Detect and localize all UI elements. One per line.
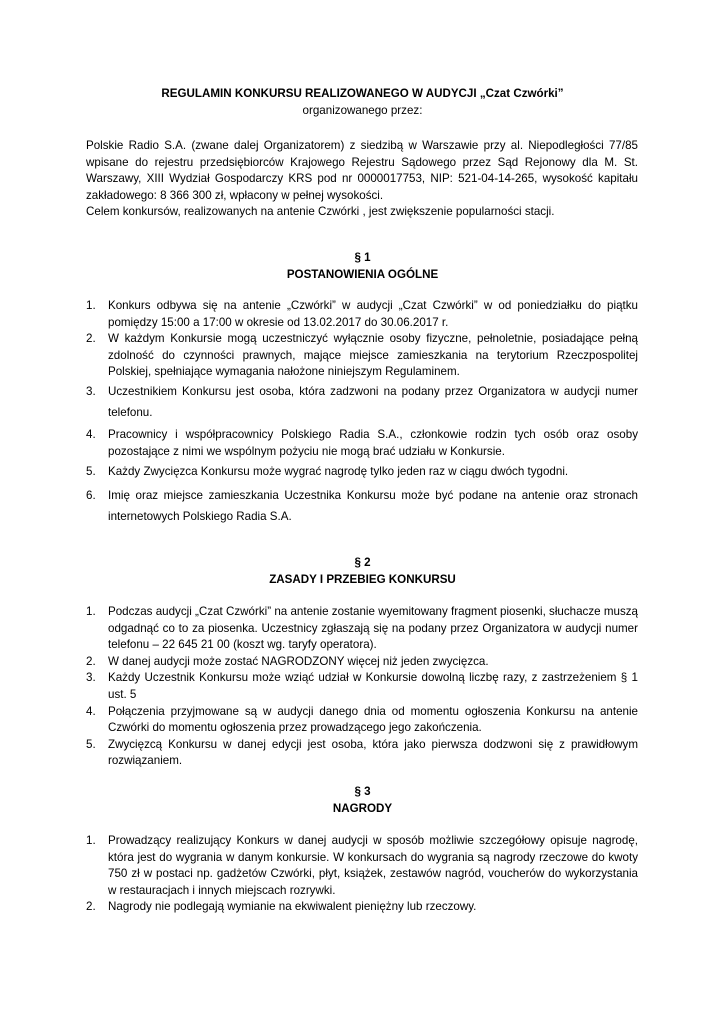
item-number: 4. <box>86 704 96 718</box>
item-number: 5. <box>86 465 96 479</box>
section-number: § 1 <box>354 251 371 264</box>
list-item <box>86 704 638 737</box>
item-text: Nagrody nie podlegają wymianie na ekwiwalent pieniężny lub rzeczowy. <box>108 900 477 914</box>
document-subtitle: organizowanego przez: <box>302 103 423 117</box>
item-text: W każdym Konkursie mogą uczestniczyć wyłącznie osoby fizyczne, pełnoletnie, posiadające pełną zdolność do czynności prawnych, mające miejsce zamieszkania na terytorium Rzeczpospolitej Polskiej, spełniające wymagania nałożone niniejszym Regulaminem. <box>108 332 638 379</box>
item-number: 1. <box>86 605 96 618</box>
item-number: 2. <box>86 900 96 914</box>
item-text: Uczestnikiem Konkursu jest osoba, która zadzwoni na podany przez Organizatora w audycji numer telefonu. <box>108 384 638 419</box>
section-1-list <box>86 298 638 527</box>
list-item <box>86 899 638 916</box>
item-number: 2. <box>86 654 96 668</box>
item-text: W danej audycji może zostać NAGRODZONY więcej niż jeden zwycięzca. <box>108 654 489 668</box>
item-text: Każdy Uczestnik Konkursu może wziąć udział w Konkursie dowolną liczbę razy, z zastrzeżeniem § 1 ust. 5 <box>108 671 638 701</box>
list-item <box>86 670 638 703</box>
item-number: 4. <box>86 427 96 441</box>
list-item <box>86 381 638 423</box>
item-number: 3. <box>86 671 96 685</box>
list-item <box>86 298 638 331</box>
item-number: 6. <box>86 488 96 502</box>
section-1-header <box>86 250 639 283</box>
item-number: 2. <box>86 332 96 346</box>
list-item <box>86 464 638 481</box>
section-3-list <box>86 833 638 916</box>
document-title-block <box>86 86 639 119</box>
item-number: 1. <box>86 834 96 847</box>
section-2-header <box>86 555 639 588</box>
list-item <box>86 485 638 527</box>
section-number: § 3 <box>354 785 371 798</box>
intro-purpose-paragraph: Celem konkursów, realizowanych na antenie Czwórki , jest zwiększenie popularności stacji. <box>86 205 555 219</box>
section-number: § 2 <box>354 556 371 569</box>
section-heading: NAGRODY <box>332 801 393 815</box>
item-text: Prowadzący realizujący Konkurs w danej audycji w sposób możliwie szczegółowy opisuje nagrodę, która jest do wygrania w danym konkursie. W konkursach do wygrania są nagrody rzeczowe do kwoty 750 zł w postaci np. gadżetów Czwórki, płyt, książek, zestawów nagród, voucherów do wykorzystania w restauracjach i innych miejscach rozrywki. <box>108 834 638 897</box>
list-item <box>86 737 638 770</box>
document-title: REGULAMIN KONKURSU REALIZOWANEGO W AUDYCJI „Czat Czwórki” <box>161 87 564 100</box>
list-item <box>86 833 638 899</box>
intro-organizer-paragraph: Polskie Radio S.A. (zwane dalej Organizatorem) z siedzibą w Warszawie przy al. Niepodległości 77/85 wpisane do rejestru przedsiębiorców Krajowego Rejestru Sądowego przez Sąd Rejonowy dla M. St. Warszawy, XIII Wydział Gospodarczy KRS pod nr 0000017753, NIP: 521-04-14-265, wysokość kapitału zakładowego: 8 366 300 zł, wpłacony w pełnej wysokości. <box>86 139 638 202</box>
item-text: Podczas audycji „Czat Czwórki” na antenie zostanie wyemitowany fragment piosenki, słuchacze muszą odgadnąć co to za piosenka. Uczestnicy zgłaszają się na podany przez Organizatora w audycji numer telefonu – 22 645 21 00 (koszt wg. taryfy operatora). <box>108 605 638 652</box>
item-text: Konkurs odbywa się na antenie „Czwórki” w audycji „Czat Czwórki” w od poniedziałku do piątku pomiędzy 15:00 a 17:00 w okresie od 13.02.2017 do 30.06.2017 r. <box>108 299 638 329</box>
intro-block <box>86 138 638 221</box>
item-number: 3. <box>86 384 96 398</box>
item-text: Połączenia przyjmowane są w audycji danego dnia od momentu ogłoszenia Konkursu na antenie Czwórki do momentu ogłoszenia przez prowadzącego jego zakończenia. <box>108 704 638 735</box>
item-text: Każdy Zwycięzca Konkursu może wygrać nagrodę tylko jeden raz w ciągu dwóch tygodni. <box>108 465 569 479</box>
item-text: Zwycięzcą Konkursu w danej edycji jest osoba, która jako pierwsza dodzwoni się z prawidłowym rozwiązaniem. <box>108 737 638 768</box>
section-2-list <box>86 604 638 770</box>
list-item <box>86 427 638 460</box>
item-text: Pracownicy i współpracownicy Polskiego Radia S.A., członkowie rodzin tych osób oraz osoby pozostające z nimi we wspólnym pożyciu nie mogą brać udziału w Konkursie. <box>108 427 638 458</box>
list-item <box>86 604 638 654</box>
section-heading: POSTANOWIENIA OGÓLNE <box>286 267 439 281</box>
section-3-header <box>86 784 639 817</box>
item-number: 5. <box>86 737 96 751</box>
item-text: Imię oraz miejsce zamieszkania Uczestnika Konkursu może być podane na antenie oraz stronach internetowych Polskiego Radia S.A. <box>108 488 638 523</box>
list-item <box>86 331 638 381</box>
section-heading: ZASADY I PRZEBIEG KONKURSU <box>269 572 456 586</box>
list-item <box>86 654 638 671</box>
item-number: 1. <box>86 299 96 312</box>
